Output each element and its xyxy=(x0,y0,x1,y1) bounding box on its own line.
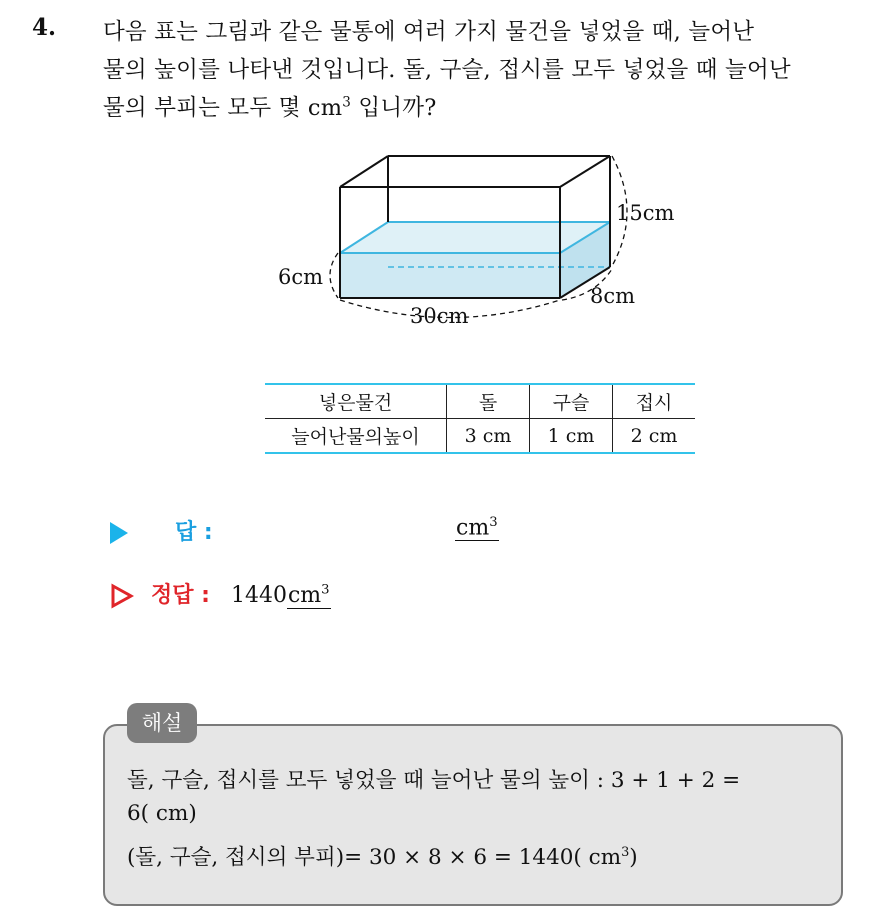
outline-triangle-icon xyxy=(110,583,134,609)
height-label: 15cm xyxy=(616,201,675,225)
filled-triangle-icon xyxy=(110,522,128,544)
question-line-2: 물의 높이를 나타낸 것입니다. 돌, 구슬, 접시를 모두 넣었을 때 늘어난 xyxy=(103,57,791,83)
question-line-3 xyxy=(103,90,436,122)
depth-label: 8cm xyxy=(590,284,636,308)
question-number: 4. xyxy=(32,14,57,41)
solution-line-2: 6( cm) xyxy=(127,801,197,826)
results-table xyxy=(265,383,695,454)
table-cell: 돌 xyxy=(447,384,530,419)
table-cell: 구슬 xyxy=(530,384,613,419)
table-cell: 2 cm xyxy=(613,419,696,454)
water-height-label: 6cm xyxy=(278,265,324,289)
length-label: 30cm xyxy=(410,304,469,328)
solution-unit-exponent: 3 xyxy=(621,844,630,860)
question-unit: cm xyxy=(307,95,343,121)
water-tank-figure xyxy=(250,140,720,355)
solution-box xyxy=(103,724,843,906)
question-line-1: 다음 표는 그림과 같은 물통에 여러 가지 물건을 넣었을 때, 늘어난 xyxy=(103,19,755,45)
table-cell: 넣은물건 xyxy=(265,384,447,419)
solution-tab: 해설 xyxy=(127,703,197,743)
table-cell: 3 cm xyxy=(447,419,530,454)
answer-blank[interactable] xyxy=(455,515,499,541)
table-row xyxy=(265,419,695,454)
question-line-3-text: 물의 부피는 모두 몇 xyxy=(103,95,308,121)
table-cell: 접시 xyxy=(613,384,696,419)
question-unit-exponent: 3 xyxy=(342,94,352,111)
answer-label: 답 : xyxy=(175,520,213,545)
answer-unit: cm xyxy=(456,515,490,541)
question-line-3-end: 입니까? xyxy=(351,95,437,121)
correct-answer-unit-exponent: 3 xyxy=(321,582,330,598)
solution-line-3-end: ) xyxy=(629,845,638,870)
correct-answer-label: 정답 : xyxy=(151,583,210,608)
correct-answer-unit-wrap xyxy=(287,583,331,609)
solution-line-3 xyxy=(127,840,638,871)
correct-answer-value: 1440 xyxy=(230,583,287,608)
water-front-face xyxy=(340,253,560,298)
correct-answer-unit: cm xyxy=(287,583,322,608)
table-cell: 늘어난물의높이 xyxy=(265,419,447,454)
solution-line-3-text: (돌, 구슬, 접시의 부피)= 30 × 8 × 6 = 1440( cm xyxy=(127,845,622,870)
table-cell: 1 cm xyxy=(530,419,613,454)
answer-row xyxy=(110,515,530,545)
table-header-row xyxy=(265,384,695,419)
solution-line-1: 돌, 구슬, 접시를 모두 넣었을 때 늘어난 물의 높이 : 3 + 1 + 2 = xyxy=(127,768,741,793)
answer-unit-exponent: 3 xyxy=(489,515,498,530)
correct-answer-row xyxy=(110,578,331,609)
